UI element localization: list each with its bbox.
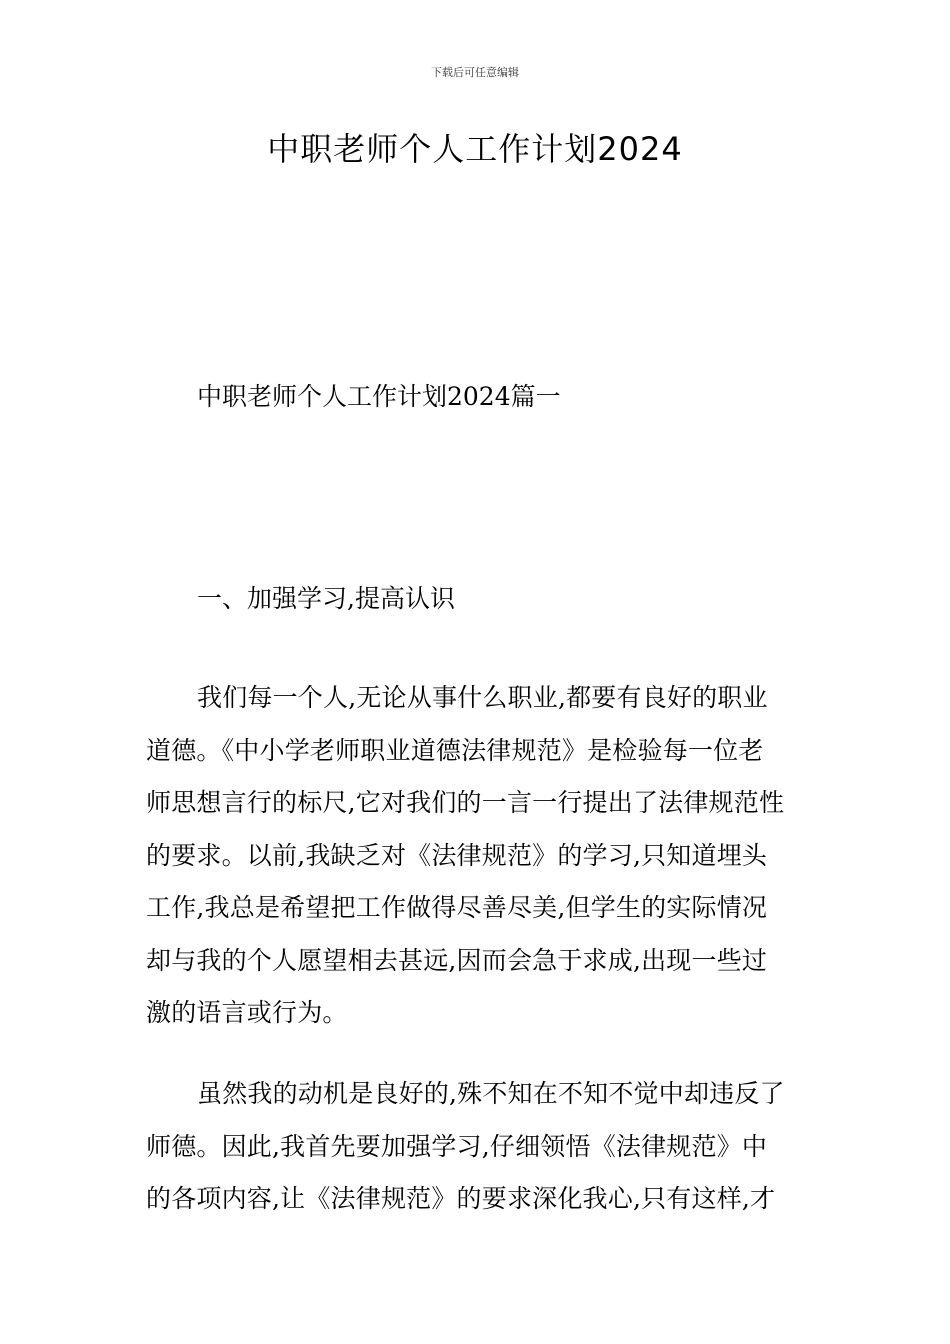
- paragraph-line: 师德。因此,我首先要加强学习,仔细领悟《法律规范》中: [146, 1131, 768, 1161]
- header-note: 下载后可任意编辑: [431, 66, 519, 79]
- paragraph-line: 工作,我总是希望把工作做得尽善尽美,但学生的实际情况: [146, 893, 768, 922]
- paragraph-line: 却与我的个人愿望相去甚远,因而会急于求成,出现一些过: [146, 945, 768, 975]
- paragraph-line: 激的语言或行为。: [146, 998, 348, 1027]
- document-title: 中职老师个人工作计划2024: [267, 130, 683, 168]
- sub-heading: 一、加强学习,提高认识: [197, 584, 455, 613]
- paragraph-line: 师思想言行的标尺,它对我们的一言一行提出了法律规范性: [146, 788, 785, 817]
- body-paragraph: [146, 1068, 812, 1226]
- paragraph-line: 的要求。以前,我缺乏对《法律规范》的学习,只知道埋头: [146, 840, 768, 870]
- paragraph-line: 的各项内容,让《法律规范》的要求深化我心,只有这样,才: [146, 1184, 776, 1213]
- section-title: 中职老师个人工作计划2024篇一: [197, 382, 561, 411]
- paragraph-line: 我们每一个人,无论从事什么职业,都要有良好的职业: [197, 683, 768, 712]
- paragraph-line: 道德。《中小学老师职业道德法律规范》是检验每一位老: [146, 735, 764, 765]
- paragraph-line: 虽然我的动机是良好的,殊不知在不知不觉中却违反了: [197, 1079, 785, 1108]
- body-paragraph: [146, 672, 812, 1040]
